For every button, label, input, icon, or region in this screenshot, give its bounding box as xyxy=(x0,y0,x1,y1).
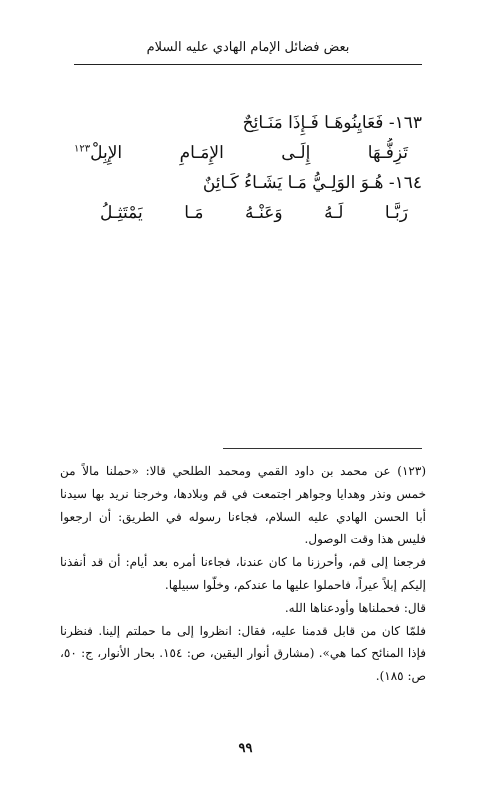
footnote-rule xyxy=(223,448,422,449)
footnote-paragraph: فلمّا كان من قابل قدمنا عليه، فقال: انظروا إلى ما حملتم إلينا. فنظرنا فإذا المنائح كما هي». (مشارق أنوار اليقين، ص: ١٥٤. بحار الأنوار، ج: ٥٠، ص: ١٨٥). xyxy=(60,623,426,684)
verse-text: هُـوَ الوَلِـيُّ مَـا يَشَـاءُ كَـائِنٌ xyxy=(202,173,384,193)
verse-163-second-hemistich xyxy=(74,138,422,168)
footnote-reference: ١٢٣ xyxy=(74,143,91,155)
poem-verses xyxy=(74,108,422,228)
footnote-paragraph: قال: فحملناها وأودعناها الله. xyxy=(284,600,426,615)
header-rule xyxy=(74,64,422,65)
footnote-paragraph: فرجعنا إلى قم، وأحرزنا ما كان عندنا، فجاءنا أمره بعد أيام: أن قد أنفذنا إليكم إبلاً عيراً، فاحملوا عليها ما عندكم، وخلّوا سبيلها. xyxy=(60,555,426,592)
verse-text: رَبَّـا لَـهُ وَعَنْـهُ مَـا يَمْتَثِـلُ xyxy=(100,203,408,223)
verse-163-first-hemistich xyxy=(74,108,422,138)
verse-164-second-hemistich xyxy=(74,198,422,228)
verse-number: ١٦٣- xyxy=(388,113,422,133)
running-header: بعض فضائل الإمام الهادي عليه السلام xyxy=(146,40,350,55)
page-number: ٩٩ xyxy=(238,741,253,756)
verse-text: فَعَايِنُوهَـا فَـإِذَا مَنَـائِحٌ xyxy=(242,113,384,133)
footnote-paragraph: (١٢٣) عن محمد بن داود القمي ومحمد الطلحي قالا: «حملنا مالاً من خمس ونذر وهدايا وجواهر اجتمعت في قم وبلادها، وخرجنا نريد بها سيدنا أبا الحسن الهادي عليه السلام، فجاءنا رسوله في الطريق: أن ارجعوا فليس هذا وقت الوصول. xyxy=(60,464,426,547)
verse-164-first-hemistich xyxy=(74,168,422,198)
verse-text: تَزِفُّـهَا إِلَـى الإِمَـامِ الإِبِلْ xyxy=(90,143,408,163)
verse-number: ١٦٤- xyxy=(388,173,422,193)
footnote xyxy=(60,460,426,688)
